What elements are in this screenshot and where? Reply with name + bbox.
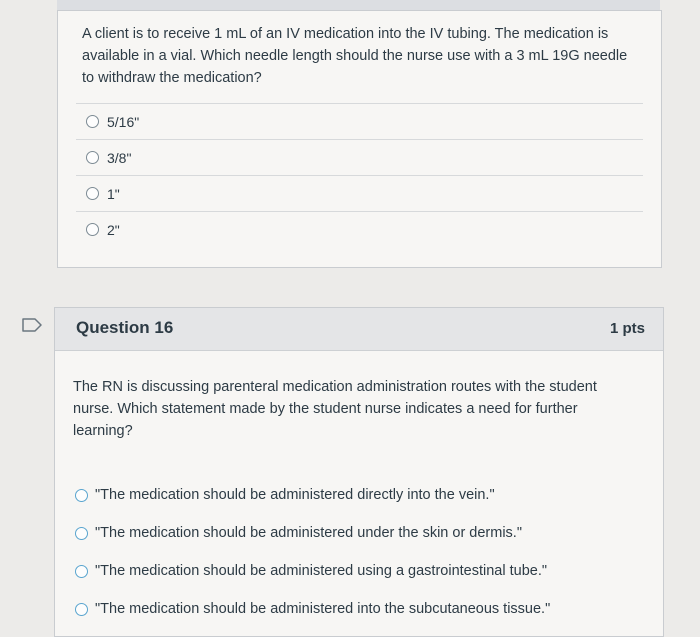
answer-option[interactable] (76, 211, 643, 247)
answer-label: "The medication should be administered into the subcutaneous tissue." (95, 601, 551, 617)
question-15-text: A client is to receive 1 mL of an IV medication into the IV tubing. The medication is available in a vial. Which needle length should the nurse use with a 3 mL 19G needle to withdraw the medication? (82, 26, 628, 86)
question-15-answers (76, 103, 643, 247)
answer-option[interactable] (76, 139, 643, 175)
question-15-card (57, 10, 662, 268)
answer-label: 3/8" (107, 149, 132, 166)
question-16-card (54, 307, 664, 637)
answer-label: "The medication should be administered under the skin or dermis." (95, 525, 522, 541)
answer-label: "The medication should be administered directly into the vein." (95, 487, 495, 503)
flag-icon[interactable] (22, 318, 42, 332)
answer-option[interactable] (76, 103, 643, 139)
question-title: Question 16 (76, 318, 174, 337)
answer-option[interactable] (75, 590, 643, 628)
answer-option[interactable] (75, 514, 643, 552)
radio-button[interactable] (86, 223, 99, 236)
question-header (55, 308, 663, 351)
radio-button[interactable] (86, 187, 99, 200)
answer-label: "The medication should be administered using a gastrointestinal tube." (95, 563, 548, 579)
answer-label: 5/16" (107, 113, 140, 130)
radio-button[interactable] (75, 527, 88, 540)
question-16-text: The RN is discussing parenteral medication administration routes with the student nurse. Which statement made by the student nurse indicates a need for further learning? (73, 379, 597, 439)
answer-option[interactable] (75, 476, 643, 514)
radio-button[interactable] (75, 603, 88, 616)
radio-button[interactable] (86, 115, 99, 128)
answer-option[interactable] (76, 175, 643, 211)
radio-button[interactable] (75, 489, 88, 502)
question-16-answers (75, 476, 643, 628)
answer-label: 2" (107, 221, 120, 238)
question-points: 1 pts (609, 320, 645, 337)
answer-label: 1" (107, 185, 120, 202)
answer-option[interactable] (75, 552, 643, 590)
radio-button[interactable] (75, 565, 88, 578)
radio-button[interactable] (86, 151, 99, 164)
